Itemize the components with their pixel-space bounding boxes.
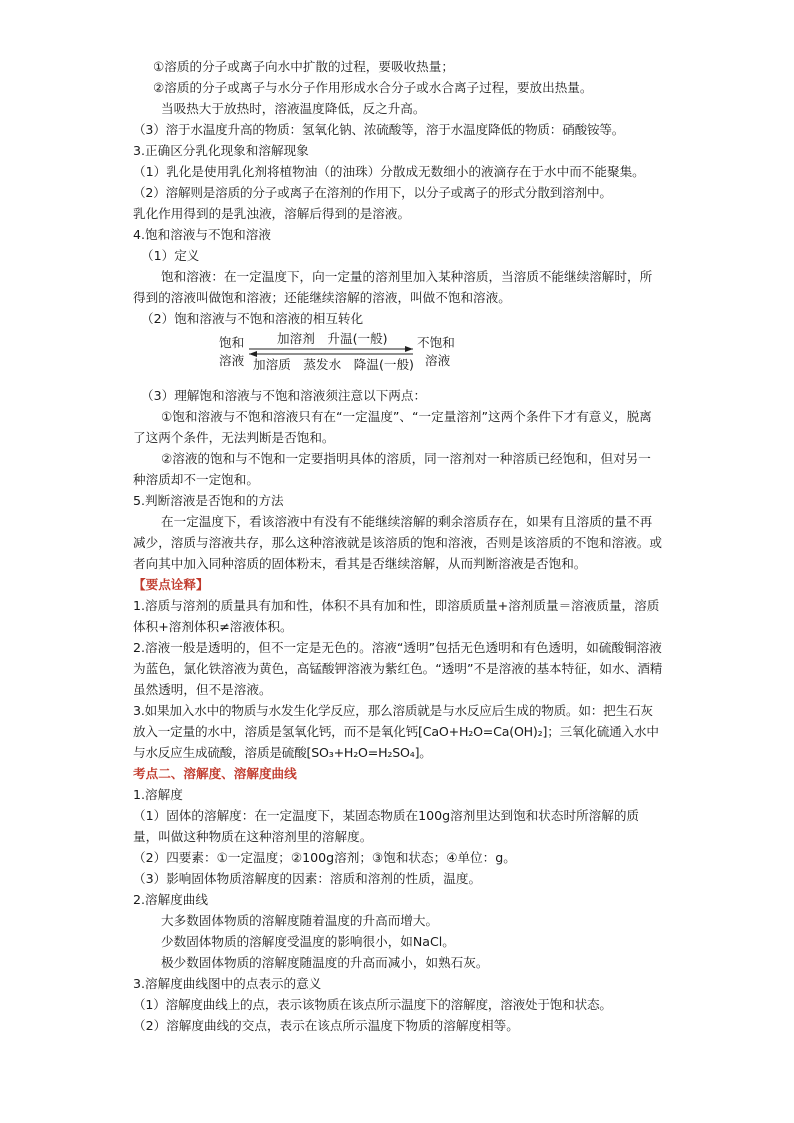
diagram-arrows	[133, 331, 433, 379]
text-paragraph: 饱和溶液：在一定温度下，向一定量的溶剂里加入某种溶质，当溶质不能继续溶解时，所得到的溶液叫做饱和溶液；还能继续溶解的溶液，叫做不饱和溶液。	[133, 269, 653, 305]
text-line: 当吸热大于放热时，溶液温度降低，反之升高。	[161, 101, 426, 116]
diagram-right-bottom: 溶液	[425, 353, 451, 368]
text-line: 少数固体物质的溶解度受温度的影响很小，如NaCl。	[161, 934, 455, 949]
text-line: （1）定义	[141, 248, 200, 263]
diagram-left-top: 饱和	[219, 335, 245, 350]
text-line: （3）理解饱和溶液与不饱和溶液须注意以下两点：	[141, 388, 427, 403]
text-line: 极少数固体物质的溶解度随温度的升高而减小，如熟石灰。	[161, 955, 489, 970]
section-heading: 5.判断溶液是否饱和的方法	[133, 493, 284, 508]
section-heading: 3.正确区分乳化现象和溶解现象	[133, 143, 309, 158]
document-page	[133, 56, 663, 1036]
arrow-right-icon	[405, 346, 413, 352]
text-paragraph: ②溶液的饱和与不饱和一定要指明具体的溶质，同一溶剂对一种溶质已经饱和，但对另一种溶质却不一定饱和。	[133, 451, 651, 487]
text-line: （1）溶解度曲线上的点，表示该物质在该点所示温度下的溶解度，溶液处于饱和状态。	[133, 997, 612, 1012]
section-heading: 2.溶解度曲线	[133, 892, 208, 907]
text-paragraph: 1.溶质与溶剂的质量具有加和性，体积不具有加和性，即溶质质量+溶剂质量＝溶液质量，溶质体积+溶剂体积≠溶液体积。	[133, 598, 660, 634]
diagram-upper-label: 加溶剂 升温(一般)	[277, 331, 388, 346]
text-line: ②溶质的分子或离子与水分子作用形成水合分子或水合离子过程，要放出热量。	[153, 80, 593, 95]
arrow-left-icon	[249, 351, 257, 357]
text-paragraph: （1）乳化是使用乳化剂将植物油（的油珠）分散成无数细小的液滴存在于水中而不能聚集。	[133, 164, 645, 179]
text-paragraph: 3.如果加入水中的物质与水发生化学反应，那么溶质就是与水反应后生成的物质。如：把生石灰放入一定量的水中，溶质是氢氧化钙，而不是氧化钙[CaO+H₂O=Ca(OH)₂]；三氧化硫通入水中与水反应生成硫酸，溶质是硫酸[SO₃+H₂O=H₂SO₄]。	[133, 703, 659, 760]
section-heading-red: 考点二、溶解度、溶解度曲线	[133, 766, 297, 781]
conversion-diagram	[133, 331, 663, 379]
text-line: （3）影响固体物质溶解度的因素：溶质和溶剂的性质，温度。	[133, 871, 482, 886]
text-paragraph: （3）溶于水温度升高的物质：氢氧化钠、浓硫酸等，溶于水温度降低的物质：硝酸铵等。	[133, 122, 625, 137]
diagram-lower-label: 加溶质 蒸发水 降温(一般)	[253, 357, 414, 372]
section-heading: 3.溶解度曲线图中的点表示的意义	[133, 976, 322, 991]
text-paragraph: ①饱和溶液与不饱和溶液只有在“一定温度”、“一定量溶剂”这两个条件下才有意义，脱离了这两个条件，无法判断是否饱和。	[133, 409, 652, 445]
text-paragraph: 在一定温度下，看该溶液中有没有不能继续溶解的剩余溶质存在，如果有且溶质的量不再减少，溶质与溶液共存，那么这种溶液就是该溶质的饱和溶液，否则是该溶质的不饱和溶液。或者向其中加入同种溶质的固体粉末，看其是否继续溶解，从而判断溶液是否饱和。	[133, 514, 662, 571]
text-line: （2）溶解则是溶质的分子或离子在溶剂的作用下，以分子或离子的形式分散到溶剂中。	[133, 185, 612, 200]
section-heading: 4.饱和溶液与不饱和溶液	[133, 227, 271, 242]
text-paragraph: 2.溶液一般是透明的，但不一定是无色的。溶液“透明”包括无色透明和有色透明，如硫酸铜溶液为蓝色，氯化铁溶液为黄色，高锰酸钾溶液为紫红色。“透明”不是溶液的基本特征，如水、酒精虽然透明，但不是溶液。	[133, 640, 663, 697]
text-line: 乳化作用得到的是乳浊液，溶解后得到的是溶液。	[133, 206, 411, 221]
text-line: 大多数固体物质的溶解度随着温度的升高而增大。	[161, 913, 439, 928]
section-heading-red: 【要点诠释】	[133, 577, 209, 592]
diagram-right-top: 不饱和	[417, 335, 455, 350]
text-paragraph: （1）固体的溶解度：在一定温度下，某固态物质在100g溶剂里达到饱和状态时所溶解的质量，叫做这种物质在这种溶剂里的溶解度。	[133, 808, 640, 844]
section-heading: 1.溶解度	[133, 787, 183, 802]
text-line: （2）溶解度曲线的交点，表示在该点所示温度下物质的溶解度相等。	[133, 1018, 519, 1033]
text-line: （2）饱和溶液与不饱和溶液的相互转化	[141, 311, 364, 326]
diagram-left-bottom: 溶液	[219, 353, 245, 368]
text-line: ①溶质的分子或离子向水中扩散的过程，要吸收热量；	[153, 59, 454, 74]
text-line: （2）四要素：①一定温度；②100g溶剂；③饱和状态；④单位：g。	[133, 850, 516, 865]
